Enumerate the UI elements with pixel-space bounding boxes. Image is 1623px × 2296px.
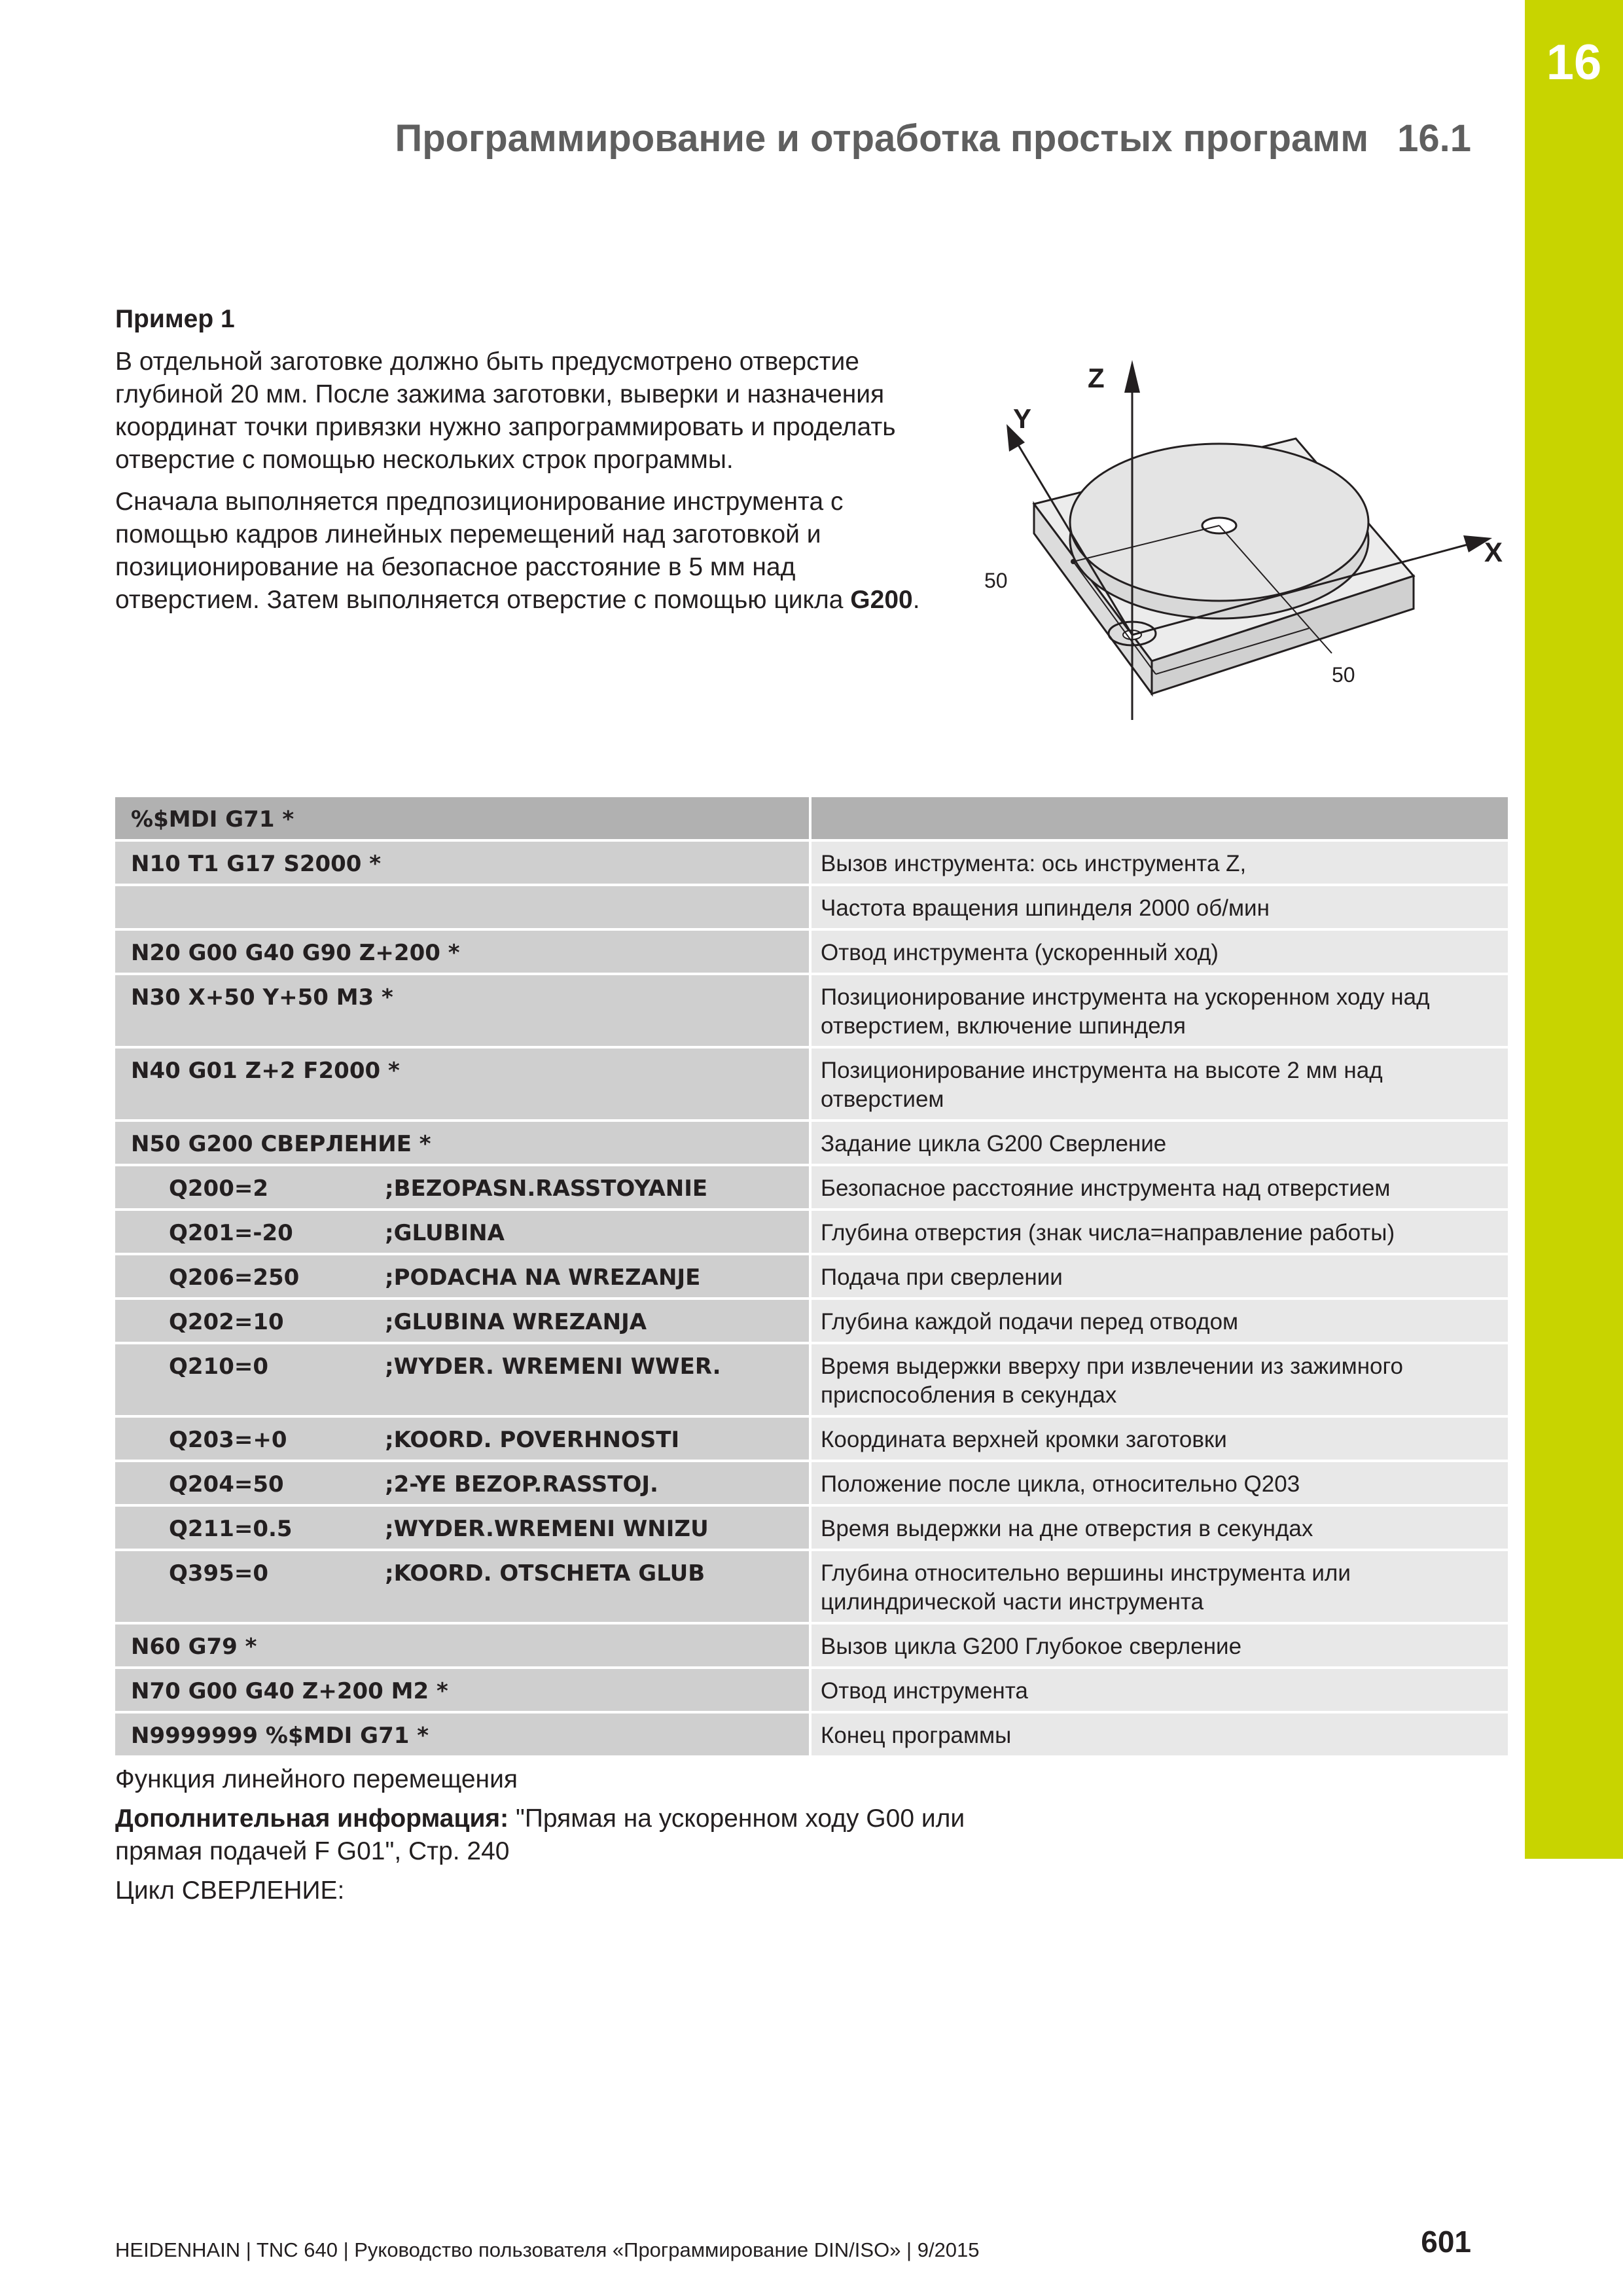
description-cell: Конец программы bbox=[810, 1712, 1508, 1757]
q-parameter: Q210=0 bbox=[169, 1354, 269, 1380]
description-cell: Безопасное расстояние инструмента над отверстием bbox=[810, 1165, 1508, 1210]
description-cell: Время выдержки на дне отверстия в секундах bbox=[810, 1505, 1508, 1550]
table-row bbox=[115, 1121, 1508, 1165]
code-cell: N10 T1 G17 S2000 * bbox=[115, 840, 810, 885]
q-parameter: Q206=250 bbox=[169, 1265, 300, 1291]
table-row bbox=[115, 840, 1508, 885]
table-row bbox=[115, 1623, 1508, 1668]
q-comment: ;2-YE BEZOP.RASSTOJ. bbox=[385, 1471, 658, 1498]
intro-paragraph-2 bbox=[115, 486, 927, 617]
cycle-name: G200 bbox=[850, 586, 913, 614]
note-more-info bbox=[115, 1803, 966, 1868]
code-cell bbox=[115, 1416, 810, 1461]
more-info-text: "Прямая на ускоренном ходу G00 или прямая подачей F G01", Стр. 240 bbox=[115, 1804, 965, 1865]
example-intro bbox=[115, 346, 927, 626]
dimension-label-left: 50 bbox=[984, 569, 1008, 592]
q-parameter: Q211=0.5 bbox=[169, 1516, 293, 1542]
code-cell bbox=[115, 1254, 810, 1299]
table-row bbox=[115, 1416, 1508, 1461]
intro-paragraph-2-text: Сначала выполняется предпозиционирование инструмента с помощью кадров линейных перемещений над заготовкой и позиционирование на безопасное расстояние в 5 мм над отверстием. Затем выполняется отверстие с помощью цикла bbox=[115, 488, 844, 614]
table-row bbox=[115, 1461, 1508, 1505]
table-row bbox=[115, 1165, 1508, 1210]
q-parameter: Q202=10 bbox=[169, 1309, 284, 1335]
q-parameter: Q200=2 bbox=[169, 1175, 269, 1202]
dimension-dot bbox=[1071, 559, 1076, 564]
program-start-code: %$MDI G71 * bbox=[115, 797, 810, 840]
description-cell: Глубина относительно вершины инструмента или цилиндрической части инструмента bbox=[810, 1550, 1508, 1623]
table-row bbox=[115, 1210, 1508, 1254]
note-linear-motion: Функция линейного перемещения bbox=[115, 1765, 518, 1793]
table-row bbox=[115, 974, 1508, 1047]
code-cell: N70 G00 G40 Z+200 M2 * bbox=[115, 1668, 810, 1712]
q-parameter: Q203=+0 bbox=[169, 1427, 287, 1453]
code-cell bbox=[115, 885, 810, 929]
example-title: Пример 1 bbox=[115, 305, 235, 333]
q-comment: ;KOORD. POVERHNOSTI bbox=[385, 1427, 680, 1453]
table-row bbox=[115, 1047, 1508, 1121]
workpiece-diagram bbox=[969, 353, 1518, 726]
table-row bbox=[115, 929, 1508, 974]
description-cell: Задание цикла G200 Сверление bbox=[810, 1121, 1508, 1165]
page-header bbox=[395, 117, 1472, 160]
table-row bbox=[115, 1505, 1508, 1550]
description-cell: Вызов инструмента: ось инструмента Z, bbox=[810, 840, 1508, 885]
q-comment: ;BEZOPASN.RASSTOYANIE bbox=[385, 1175, 708, 1202]
code-cell: N30 X+50 Y+50 M3 * bbox=[115, 974, 810, 1047]
code-cell bbox=[115, 1505, 810, 1550]
q-comment: ;GLUBINA bbox=[385, 1220, 505, 1246]
note-drilling-cycle: Цикл СВЕРЛЕНИЕ: bbox=[115, 1876, 345, 1905]
q-parameter: Q395=0 bbox=[169, 1560, 269, 1587]
q-comment: ;WYDER.WREMENI WNIZU bbox=[385, 1516, 709, 1542]
description-cell: Подача при сверлении bbox=[810, 1254, 1508, 1299]
code-cell bbox=[115, 1165, 810, 1210]
intro-paragraph-2-end: . bbox=[912, 586, 920, 614]
description-cell: Положение после цикла, относительно Q203 bbox=[810, 1461, 1508, 1505]
header-title: Программирование и отработка простых программ bbox=[395, 117, 1369, 160]
code-cell bbox=[115, 1550, 810, 1623]
page-number: 601 bbox=[1421, 2225, 1471, 2259]
code-cell: N20 G00 G40 G90 Z+200 * bbox=[115, 929, 810, 974]
q-comment: ;WYDER. WREMENI WWER. bbox=[385, 1354, 721, 1380]
table-row bbox=[115, 885, 1508, 929]
code-cell bbox=[115, 1461, 810, 1505]
table-row bbox=[115, 1343, 1508, 1416]
chapter-tab bbox=[1525, 0, 1623, 1859]
z-axis-arrow bbox=[1124, 360, 1140, 393]
table-row bbox=[115, 1550, 1508, 1623]
table-row bbox=[115, 1668, 1508, 1712]
q-comment: ;GLUBINA WREZANJA bbox=[385, 1309, 647, 1335]
q-parameter: Q204=50 bbox=[169, 1471, 284, 1498]
program-table bbox=[115, 797, 1508, 1758]
code-cell: N9999999 %$MDI G71 * bbox=[115, 1712, 810, 1757]
chapter-number: 16 bbox=[1546, 35, 1602, 90]
dimension-label-right: 50 bbox=[1332, 663, 1355, 687]
code-cell: N50 G200 СВЕРЛЕНИЕ * bbox=[115, 1121, 810, 1165]
description-cell: Отвод инструмента bbox=[810, 1668, 1508, 1712]
description-cell: Глубина отверстия (знак числа=направление работы) bbox=[810, 1210, 1508, 1254]
description-cell: Время выдержки вверху при извлечении из зажимного приспособления в секундах bbox=[810, 1343, 1508, 1416]
x-axis-label: X bbox=[1484, 537, 1503, 567]
description-cell: Вызов цикла G200 Глубокое сверление bbox=[810, 1623, 1508, 1668]
y-axis-label: Y bbox=[1013, 403, 1032, 434]
table-row bbox=[115, 1299, 1508, 1343]
code-cell: N40 G01 Z+2 F2000 * bbox=[115, 1047, 810, 1121]
code-cell bbox=[115, 1343, 810, 1416]
code-cell bbox=[115, 1210, 810, 1254]
code-cell bbox=[115, 1299, 810, 1343]
intro-paragraph-1: В отдельной заготовке должно быть предусмотрено отверстие глубиной 20 мм. После зажима заготовки, выверки и назначения координат точки привязки нужно запрограммировать и проделать отверстие с помощью нескольких строк программы. bbox=[115, 348, 896, 474]
table-row bbox=[115, 1712, 1508, 1757]
notes bbox=[115, 1763, 966, 1914]
table-header-row bbox=[115, 797, 1508, 840]
q-comment: ;KOORD. OTSCHETA GLUB bbox=[385, 1560, 705, 1587]
description-cell: Частота вращения шпинделя 2000 об/мин bbox=[810, 885, 1508, 929]
code-cell: N60 G79 * bbox=[115, 1623, 810, 1668]
header-section: 16.1 bbox=[1397, 117, 1471, 160]
description-cell: Отвод инструмента (ускоренный ход) bbox=[810, 929, 1508, 974]
z-axis-label: Z bbox=[1088, 363, 1105, 393]
description-cell: Позиционирование инструмента на ускоренном ходу над отверстием, включение шпинделя bbox=[810, 974, 1508, 1047]
more-info-label: Дополнительная информация: bbox=[115, 1804, 509, 1833]
footer-text: HEIDENHAIN | TNC 640 | Руководство пользователя «Программирование DIN/ISO» | 9/2015 bbox=[115, 2238, 980, 2261]
table-row bbox=[115, 1254, 1508, 1299]
q-parameter: Q201=-20 bbox=[169, 1220, 293, 1246]
description-cell: Глубина каждой подачи перед отводом bbox=[810, 1299, 1508, 1343]
description-cell: Координата верхней кромки заготовки bbox=[810, 1416, 1508, 1461]
program-start-desc bbox=[810, 797, 1508, 840]
description-cell: Позиционирование инструмента на высоте 2 мм над отверстием bbox=[810, 1047, 1508, 1121]
q-comment: ;PODACHA NA WREZANJE bbox=[385, 1265, 701, 1291]
